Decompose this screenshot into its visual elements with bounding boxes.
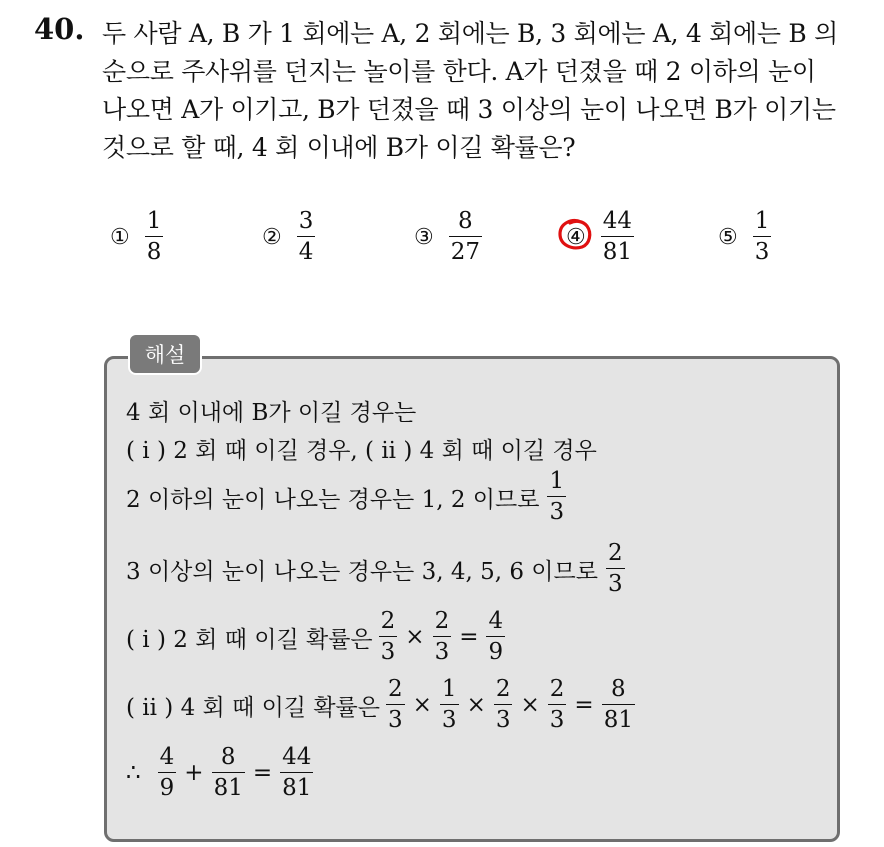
choice-5[interactable]	[718, 204, 774, 270]
fraction: $\frac{8}{81}$	[213, 744, 243, 801]
question-line-2: 순으로 주사위를 던지는 놀이를 한다. A가 던졌을 때 2 이하의 눈이	[102, 57, 816, 86]
therefore-symbol: ∴	[126, 760, 141, 786]
fraction: $\frac{4}{9}$	[488, 608, 504, 665]
fraction: $\frac{1}{3}$	[549, 468, 565, 525]
fraction: $\frac{4}{9}$	[159, 744, 175, 801]
solution-line-7: ∴ $\frac{4}{9}$ + $\frac{8}{81}$ = $\frac{44}{81}$	[126, 744, 312, 801]
fraction: $\frac{2}{3}$	[434, 608, 450, 665]
solution-line-1: 4 회 이내에 B가 이길 경우는	[126, 400, 417, 426]
choice-2[interactable]	[262, 204, 318, 270]
fraction: $\frac{2}{3}$	[549, 676, 565, 733]
question-number: 40.	[34, 12, 85, 46]
choice-4-mark: ④	[566, 225, 586, 250]
solution-line-3: 2 이하의 눈이 나오는 경우는 1, 2 이므로 $\frac{1}{3}$	[126, 468, 565, 525]
solution-tag: 해설	[128, 333, 202, 375]
fraction: $\frac{2}{3}$	[495, 676, 511, 733]
solution-line-4: 3 이상의 눈이 나오는 경우는 3, 4, 5, 6 이므로 $\frac{2}{3}$	[126, 540, 623, 597]
fraction: $\frac{2}{3}$	[388, 676, 403, 733]
choice-1-mark: ①	[110, 224, 130, 250]
fraction: $\frac{2}{3}$	[380, 608, 396, 665]
solution-line-6: ( ii ) 4 회 때 이길 확률은 $\frac{2}{3}$ × $\frac{1}{3}$ × $\frac{2}{3}$ × $\frac{2}{3}$ = $\frac{8}{81}$	[126, 676, 633, 733]
choice-4-fraction: $\frac{44}{81}$	[602, 208, 633, 265]
question-line-3: 나오면 A가 이기고, B가 던졌을 때 3 이상의 눈이 나오면 B가 이기는	[102, 95, 836, 124]
choice-5-fraction: $\frac{1}{3}$	[754, 208, 770, 265]
choice-2-mark: ②	[262, 224, 282, 250]
choice-4[interactable]	[566, 204, 637, 270]
question-line-4: 것으로 할 때, 4 회 이내에 B가 이길 확률은?	[102, 133, 576, 162]
solution-line-5: ( i ) 2 회 때 이길 확률은 $\frac{2}{3}$ × $\frac{2}{3}$ = $\frac{4}{9}$	[126, 608, 504, 665]
fraction: $\frac{1}{3}$	[441, 676, 457, 733]
fraction: $\frac{2}{3}$	[607, 540, 623, 597]
fraction: $\frac{44}{81}$	[282, 744, 312, 801]
choice-3-fraction: $\frac{8}{27}$	[450, 208, 481, 265]
choice-1[interactable]	[110, 204, 166, 270]
question-line-1: 두 사람 A, B 가 1 회에는 A, 2 회에는 B, 3 회에는 A, 4 회에는 B 의	[102, 19, 838, 48]
fraction: $\frac{8}{81}$	[603, 676, 633, 733]
choice-5-mark: ⑤	[718, 224, 738, 250]
choice-3-mark: ③	[414, 224, 434, 250]
solution-line-2: ( i ) 2 회 때 이길 경우, ( ii ) 4 회 때 이길 경우	[126, 438, 597, 464]
choice-1-fraction: $\frac{1}{8}$	[146, 208, 162, 265]
selected-circle-icon	[556, 217, 594, 253]
choice-2-fraction: $\frac{3}{4}$	[298, 208, 314, 265]
choice-3[interactable]	[414, 204, 485, 270]
